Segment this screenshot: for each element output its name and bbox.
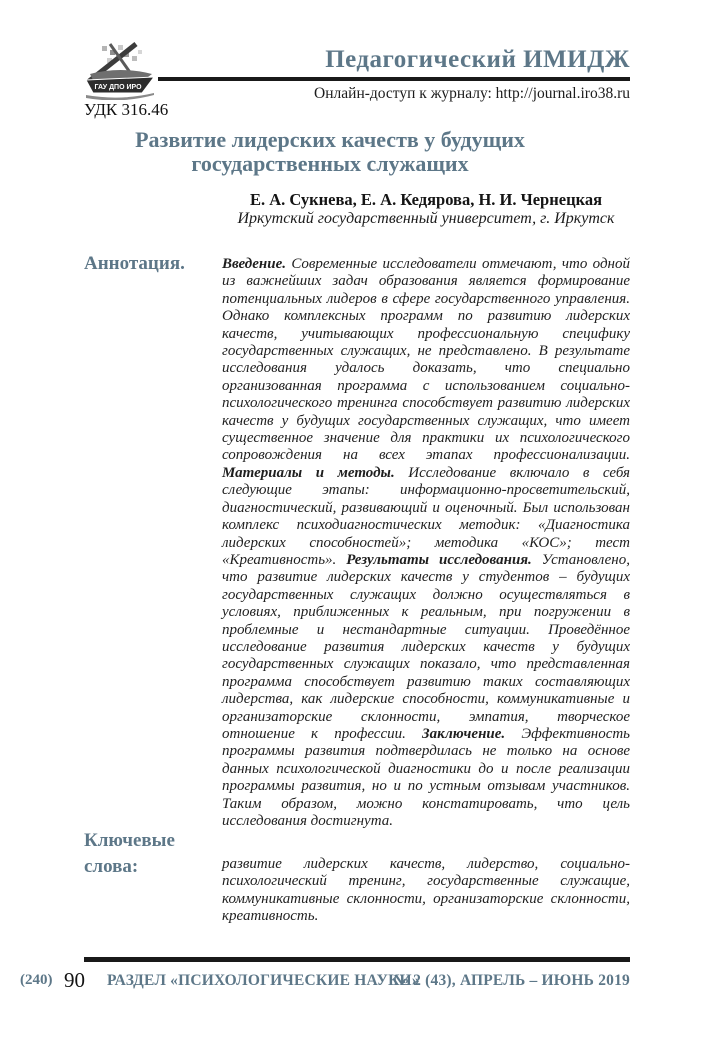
footer-issue-info: № 2 (43), АПРЕЛЬ – ИЮНЬ 2019 xyxy=(393,972,630,989)
online-access-url: Онлайн-доступ к журналу: http://journal.iro38.ru xyxy=(314,85,630,102)
abstract-label: Аннотация. xyxy=(84,253,185,274)
logo-caption: ГАУ ДПО ИРО xyxy=(94,84,142,91)
footer-divider-rule xyxy=(84,957,630,962)
header-divider-rule xyxy=(158,77,630,81)
keywords-label: Ключевые слова: xyxy=(84,830,175,877)
article-title-line2: государственных служащих xyxy=(191,151,469,176)
udc-code: УДК 316.46 xyxy=(84,100,169,119)
footer-page-number: 90 xyxy=(64,968,85,992)
abstract-text: Введение. Современные исследователи отмечают, что одной из важнейших задач образования является формирование потенциальных лидеров в сфере государственного управления. Однако комплексных программ по развитию лидерских качеств, учитывающих профессиональную специфику государственных служащих, не представлено. В результате исследования удалось доказать, что специально организованная программа с использованием социально-психологического тренинга способствует развитию лидерских качеств у будущих государственных служащих, что имеет существенное значение для практики их психологического сопровождения на всех этапах профессионализации. Материалы и методы. Исследование включало в себя следующие этапы: информационно-просветительский, диагностический, развивающий и оценочный. Был использован комплекс психодиагностических методик: «Диагностика лидерских способностей»; методика «КОС»; тест «Креативность». Результаты исследования. Установлено, что развитие лидерских качеств у студентов – будущих государственных служащих должно осуществляться в условиях, приближенных к реальным, при погружении в проблемные и нестандартные ситуации. Проведённое исследование развития лидерских качеств у будущих государственных служащих показало, что представленная программа способствует развитию таких составляющих лидерства, как лидерские способности, коммуникативные и организаторские склонности, эмпатия, творческое отношение к профессии. Заключение. Эффективность программы развития подтвердилась не только на основе данных психологической диагностики до и после реализации программы развития, но и по устным отзывам участников. Таким образом, можно констатировать, что цель исследования достигнута. xyxy=(222,256,631,829)
article-authors: Е. А. Сукнева, Е. А. Кедярова, Н. И. Чернецкая xyxy=(249,190,603,209)
journal-title: Педагогический ИМИДЖ xyxy=(325,46,630,73)
footer-section-title: РАЗДЕЛ «ПСИХОЛОГИЧЕСКИЕ НАУКИ» xyxy=(107,972,420,989)
article-title-line1: Развитие лидерских качеств у будущих xyxy=(135,127,525,152)
article-title xyxy=(45,128,615,176)
article-affiliation: Иркутский государственный университет, г. Иркутск xyxy=(237,210,615,227)
journal-logo-icon xyxy=(80,40,160,100)
keywords-text: развитие лидерских качеств, лидерство, социально-психологический тренинг, государственные служащие, коммуникативные склонности, организаторские склонности, креативность. xyxy=(222,856,630,925)
footer-page-marker: (240) xyxy=(20,972,53,988)
